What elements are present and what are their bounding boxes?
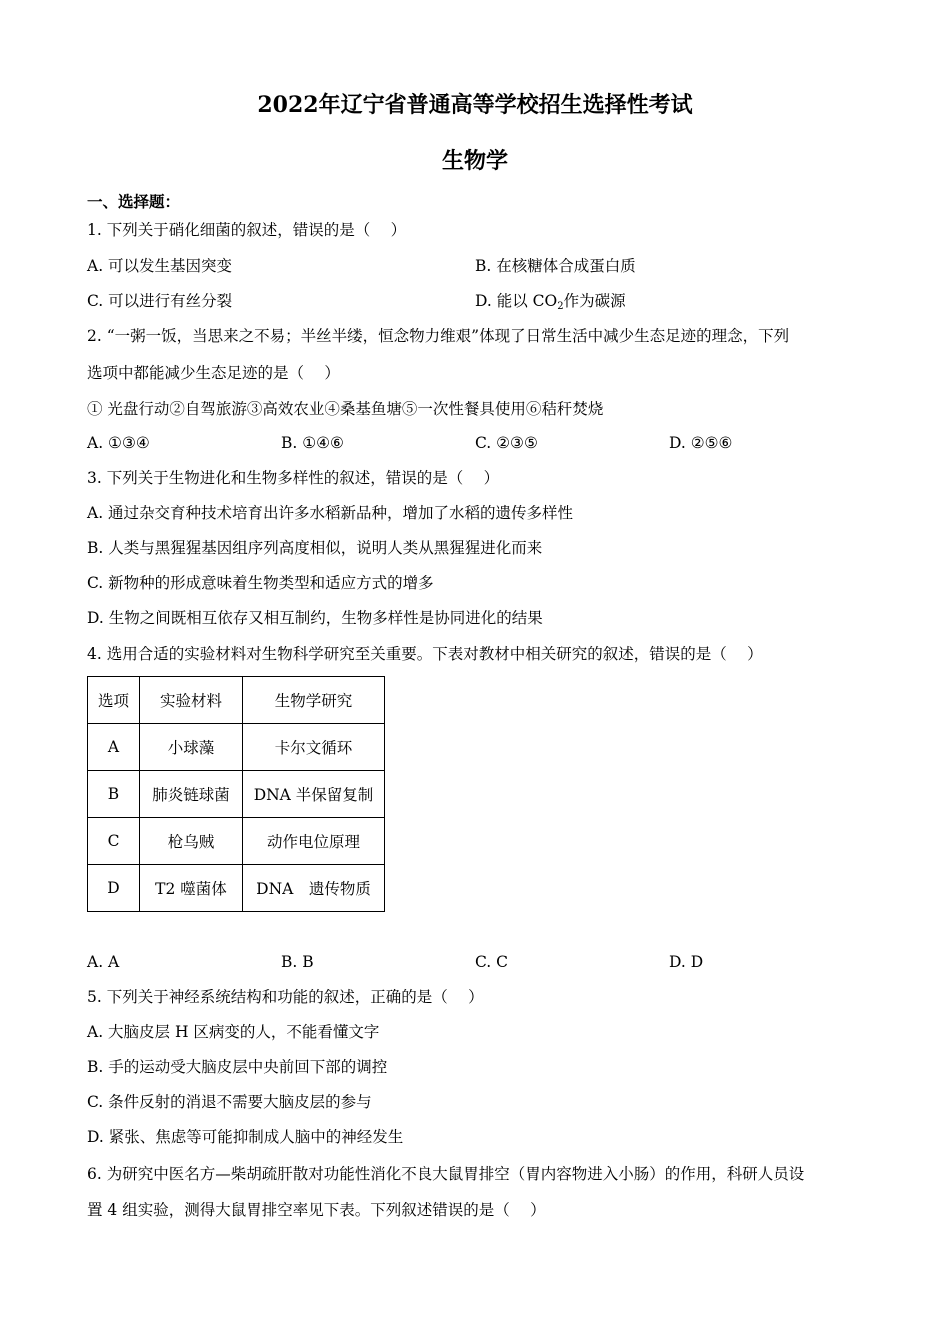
section-heading: 一、选择题： bbox=[87, 192, 181, 211]
q4-table bbox=[87, 676, 385, 912]
table-cell: DNA 半保留复制 bbox=[243, 771, 385, 818]
q1-option-a: A. 可以发生基因突变 bbox=[87, 257, 233, 275]
table-header-cell: 选项 bbox=[88, 677, 140, 724]
q4-option-b: B. B bbox=[281, 953, 314, 971]
table-header-cell: 生物学研究 bbox=[243, 677, 385, 724]
q3-option-c: C. 新物种的形成意味着生物类型和适应方式的增多 bbox=[87, 574, 434, 592]
q5-option-b: B. 手的运动受大脑皮层中央前回下部的调控 bbox=[87, 1058, 388, 1076]
q6-stem-line1: 6. 为研究中医名方—柴胡疏肝散对功能性消化不良大鼠胃排空（胃内容物进入小肠）的作用，科研人员设 bbox=[87, 1165, 805, 1183]
table-cell: 肺炎链球菌 bbox=[140, 771, 243, 818]
table-header-cell: 实验材料 bbox=[140, 677, 243, 724]
table-cell: 枪乌贼 bbox=[140, 818, 243, 865]
table-cell: DNA 遗传物质 bbox=[243, 865, 385, 912]
table-row bbox=[88, 818, 385, 865]
q4-option-a: A. A bbox=[87, 953, 120, 971]
table-row bbox=[88, 865, 385, 912]
table-cell: 卡尔文循环 bbox=[243, 724, 385, 771]
table-cell: D bbox=[88, 865, 140, 912]
q2-option-a: A. ①③④ bbox=[87, 434, 150, 452]
q1-stem: 1. 下列关于硝化细菌的叙述，错误的是（ ） bbox=[87, 221, 407, 239]
q6-stem-line2: 置 4 组实验，测得大鼠胃排空率见下表。下列叙述错误的是（ ） bbox=[87, 1201, 546, 1219]
q1-option-d-pre: D. 能以 CO bbox=[475, 292, 558, 310]
q4-option-c: C. C bbox=[475, 953, 509, 971]
q3-option-d: D. 生物之间既相互依存又相互制约，生物多样性是协同进化的结果 bbox=[87, 609, 543, 627]
q1-option-d bbox=[475, 290, 626, 312]
q3-stem: 3. 下列关于生物进化和生物多样性的叙述，错误的是（ ） bbox=[87, 469, 500, 487]
subject-title: 生物学 bbox=[441, 148, 508, 174]
table-cell: B bbox=[88, 771, 140, 818]
q1-option-c: C. 可以进行有丝分裂 bbox=[87, 292, 233, 310]
q2-stem-line1: 2. “一粥一饭，当思来之不易；半丝半缕，恒念物力维艰”体现了日常生活中减少生态足迹的理念，下列 bbox=[87, 327, 790, 345]
q1-option-d-sub: 2 bbox=[557, 301, 564, 312]
table-row bbox=[88, 771, 385, 818]
table-cell: 小球藻 bbox=[140, 724, 243, 771]
q2-items: ① 光盘行动②自驾旅游③高效农业④桑基鱼塘⑤一次性餐具使用⑥秸秆焚烧 bbox=[87, 400, 604, 418]
q5-stem: 5. 下列关于神经系统结构和功能的叙述，正确的是（ ） bbox=[87, 988, 484, 1006]
q3-option-a: A. 通过杂交育种技术培育出许多水稻新品种，增加了水稻的遗传多样性 bbox=[87, 504, 574, 522]
q5-option-c: C. 条件反射的消退不需要大脑皮层的参与 bbox=[87, 1093, 372, 1111]
table-row bbox=[88, 724, 385, 771]
table-cell: C bbox=[88, 818, 140, 865]
table-cell: T2 噬菌体 bbox=[140, 865, 243, 912]
q4-stem: 4. 选用合适的实验材料对生物科学研究至关重要。下表对教材中相关研究的叙述，错误的是（ ） bbox=[87, 645, 763, 663]
q2-option-d: D. ②⑤⑥ bbox=[669, 434, 733, 452]
q2-option-c: C. ②③⑤ bbox=[475, 434, 538, 452]
q4-option-d: D. D bbox=[669, 953, 704, 971]
q1-option-b: B. 在核糖体合成蛋白质 bbox=[475, 257, 636, 275]
q2-stem-line2: 选项中都能减少生态足迹的是（ ） bbox=[87, 364, 340, 382]
q5-option-d: D. 紧张、焦虑等可能抑制成人脑中的神经发生 bbox=[87, 1128, 404, 1146]
q5-option-a: A. 大脑皮层 H 区病变的人，不能看懂文字 bbox=[87, 1023, 380, 1041]
table-cell: 动作电位原理 bbox=[243, 818, 385, 865]
table-header-row bbox=[88, 677, 385, 724]
q1-option-d-post: 作为碳源 bbox=[563, 292, 626, 310]
q3-option-b: B. 人类与黑猩猩基因组序列高度相似，说明人类从黑猩猩进化而来 bbox=[87, 539, 543, 557]
table-cell: A bbox=[88, 724, 140, 771]
q2-option-b: B. ①④⑥ bbox=[281, 434, 344, 452]
exam-title: 2022年辽宁省普通高等学校招生选择性考试 bbox=[257, 92, 693, 118]
